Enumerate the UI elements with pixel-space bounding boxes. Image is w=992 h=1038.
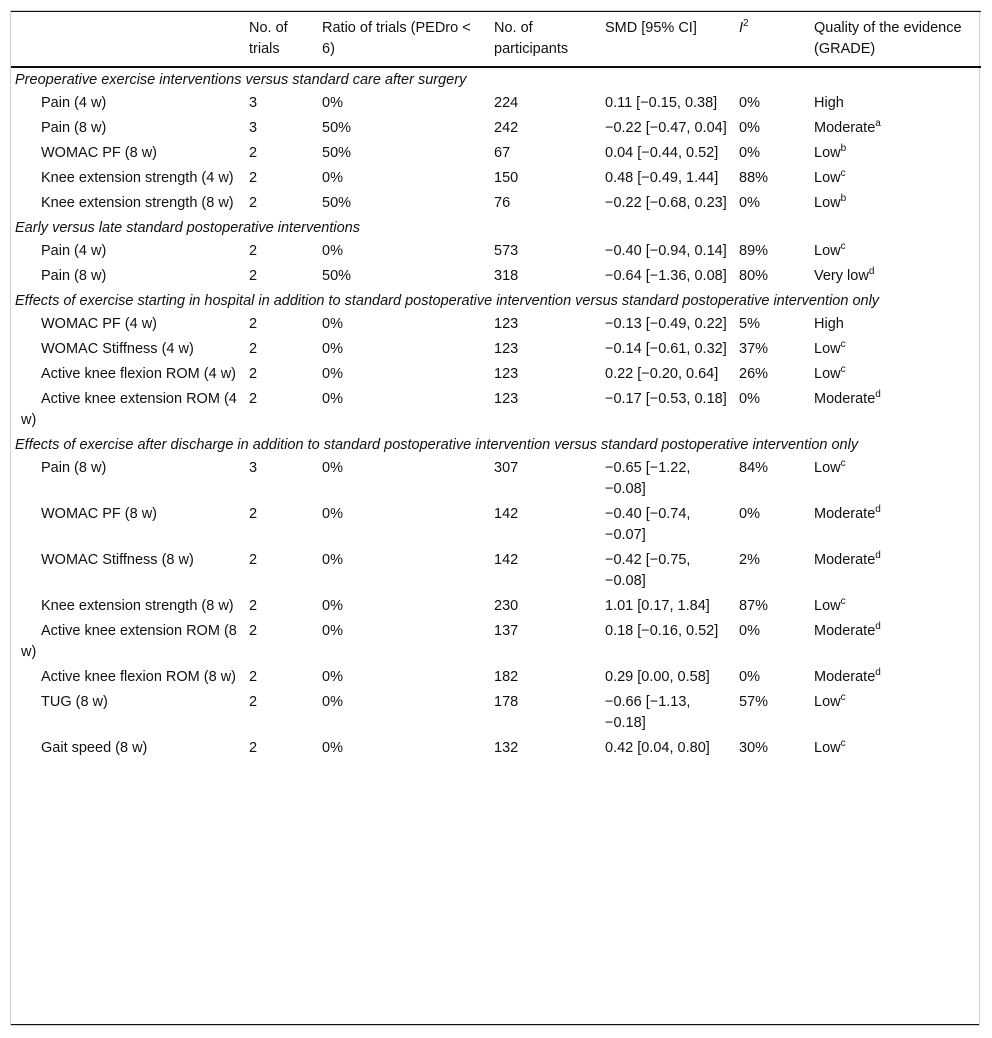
quality-cell [810,619,981,665]
quality-label: Moderate [814,623,876,639]
table-row [11,91,981,116]
quality-cell [810,594,981,619]
section-title: Preoperative exercise interventions versus standard care after surgery [15,72,467,88]
participants-cell: 150 [494,170,519,186]
trials-cell: 2 [249,391,258,407]
trials-cell: 2 [249,341,258,357]
table-row [11,191,981,216]
i2-cell: 26% [739,366,769,382]
outcome-cell: Pain (8 w) [41,268,107,284]
quality-label: Low [814,740,841,756]
outcome-cell: Gait speed (8 w) [41,740,148,756]
quality-label: Moderate [814,552,876,568]
i2-cell: 87% [739,598,769,614]
smd-cell: 0.11 [−0.15, 0.38] [605,95,718,111]
quality-cell [810,690,981,736]
ratio-cell: 0% [322,316,343,332]
footnote-marker: c [840,241,846,253]
table-row [11,239,981,264]
footnote-marker: c [840,168,846,180]
ratio-cell: 0% [322,623,343,639]
smd-cell: −0.66 [−1.13, −0.18] [605,694,691,731]
i2-cell: 0% [739,95,760,111]
header-smd: SMD [95% CI] [601,12,735,68]
quality-label: Low [814,341,841,357]
section-header-row [11,67,981,91]
ratio-cell: 0% [322,366,343,382]
smd-cell: 0.22 [−0.20, 0.64] [605,366,719,382]
table-row [11,502,981,548]
participants-cell: 178 [494,694,519,710]
quality-cell [810,141,981,166]
smd-cell: 0.29 [0.00, 0.58] [605,669,710,685]
trials-cell: 2 [249,694,258,710]
trials-cell: 2 [249,598,258,614]
trials-cell: 2 [249,366,258,382]
quality-label: Low [814,366,841,382]
ratio-cell: 0% [322,170,343,186]
smd-cell: −0.64 [−1.36, 0.08] [605,268,727,284]
smd-cell: −0.14 [−0.61, 0.32] [605,341,727,357]
evidence-table [11,11,981,761]
smd-cell: −0.65 [−1.22, −0.08] [605,460,691,497]
ratio-cell: 0% [322,243,343,259]
table-row [11,312,981,337]
footnote-marker: d [868,266,875,278]
i2-cell: 84% [739,460,769,476]
trials-cell: 2 [249,145,258,161]
header-i2 [735,12,810,68]
participants-cell: 224 [494,95,519,111]
ratio-cell: 50% [322,195,352,211]
smd-cell: 0.48 [−0.49, 1.44] [605,170,719,186]
outcome-cell: WOMAC Stiffness (8 w) [41,552,194,568]
outcome-cell: Active knee extension ROM (4 w) [21,391,237,428]
quality-label: Low [814,694,841,710]
header-outcome [11,12,245,68]
table-row [11,362,981,387]
quality-cell [810,548,981,594]
outcome-cell: Knee extension strength (8 w) [41,195,234,211]
evidence-table-container [10,10,980,1026]
quality-cell [810,502,981,548]
quality-cell [810,337,981,362]
trials-cell: 2 [249,243,258,259]
footnote-marker: c [840,596,846,608]
quality-label: High [814,95,844,111]
table-row [11,548,981,594]
quality-cell [810,239,981,264]
quality-cell [810,91,981,116]
outcome-cell: Active knee flexion ROM (8 w) [41,669,237,685]
smd-cell: −0.22 [−0.47, 0.04] [605,120,727,136]
outcome-cell: WOMAC PF (8 w) [41,506,157,522]
smd-cell: −0.40 [−0.94, 0.14] [605,243,727,259]
participants-cell: 573 [494,243,519,259]
header-i2-superscript: 2 [743,18,749,30]
i2-cell: 2% [739,552,760,568]
quality-label: Very low [814,268,869,284]
quality-label: Low [814,145,841,161]
quality-label: Low [814,243,841,259]
header-i2-letter: I [739,20,744,36]
ratio-cell: 0% [322,598,343,614]
trials-cell: 2 [249,623,258,639]
table-header [11,12,981,68]
table-bottom-rule [11,1024,979,1025]
section-header-row [11,216,981,239]
quality-label: Low [814,460,841,476]
table-row [11,387,981,433]
trials-cell: 2 [249,669,258,685]
trials-cell: 3 [249,120,258,136]
quality-cell [810,456,981,502]
ratio-cell: 0% [322,506,343,522]
participants-cell: 132 [494,740,519,756]
participants-cell: 123 [494,316,519,332]
quality-cell [810,736,981,761]
table-row [11,736,981,761]
i2-cell: 0% [739,623,760,639]
table-row [11,264,981,289]
header-trials: No. of trials [245,12,318,68]
i2-cell: 5% [739,316,760,332]
quality-label: Moderate [814,669,876,685]
header-participants: No. of participants [490,12,601,68]
section-header-row [11,289,981,312]
ratio-cell: 0% [322,740,343,756]
smd-cell: −0.13 [−0.49, 0.22] [605,316,727,332]
quality-label: Moderate [814,506,876,522]
outcome-cell: Pain (4 w) [41,95,107,111]
smd-cell: 0.18 [−0.16, 0.52] [605,623,719,639]
i2-cell: 0% [739,669,760,685]
participants-cell: 123 [494,341,519,357]
footnote-marker: d [875,550,881,562]
outcome-cell: Pain (8 w) [41,460,107,476]
table-row [11,116,981,141]
ratio-cell: 0% [322,391,343,407]
footnote-marker: d [875,667,881,679]
quality-cell [810,362,981,387]
i2-cell: 0% [739,391,760,407]
quality-label: Moderate [814,391,876,407]
i2-cell: 37% [739,341,769,357]
ratio-cell: 50% [322,120,352,136]
outcome-cell: Pain (4 w) [41,243,107,259]
participants-cell: 182 [494,669,519,685]
table-row [11,456,981,502]
table-row [11,619,981,665]
i2-cell: 80% [739,268,769,284]
footnote-marker: c [840,458,846,470]
table-row [11,690,981,736]
footnote-marker: a [875,118,881,130]
participants-cell: 318 [494,268,519,284]
outcome-cell: WOMAC Stiffness (4 w) [41,341,194,357]
i2-cell: 0% [739,145,760,161]
ratio-cell: 0% [322,552,343,568]
trials-cell: 2 [249,195,258,211]
table-row [11,166,981,191]
i2-cell: 57% [739,694,769,710]
smd-cell: −0.42 [−0.75, −0.08] [605,552,691,589]
ratio-cell: 0% [322,460,343,476]
i2-cell: 88% [739,170,769,186]
section-header-row [11,433,981,456]
trials-cell: 2 [249,170,258,186]
ratio-cell: 0% [322,95,343,111]
trials-cell: 3 [249,95,258,111]
ratio-cell: 50% [322,145,352,161]
trials-cell: 2 [249,316,258,332]
quality-cell [810,191,981,216]
ratio-cell: 0% [322,694,343,710]
participants-cell: 142 [494,552,519,568]
outcome-cell: Pain (8 w) [41,120,107,136]
quality-cell [810,116,981,141]
outcome-cell: TUG (8 w) [41,694,108,710]
i2-cell: 0% [739,506,760,522]
participants-cell: 137 [494,623,519,639]
quality-label: High [814,316,844,332]
quality-label: Low [814,170,841,186]
outcome-cell: Knee extension strength (8 w) [41,598,234,614]
outcome-cell: Active knee extension ROM (8 w) [21,623,237,660]
smd-cell: −0.40 [−0.74, −0.07] [605,506,691,543]
outcome-cell: Active knee flexion ROM (4 w) [41,366,237,382]
quality-cell [810,665,981,690]
participants-cell: 242 [494,120,519,136]
smd-cell: 1.01 [0.17, 1.84] [605,598,710,614]
footnote-marker: b [840,143,847,155]
i2-cell: 30% [739,740,769,756]
table-row [11,337,981,362]
trials-cell: 2 [249,740,258,756]
trials-cell: 3 [249,460,258,476]
footnote-marker: c [840,692,846,704]
ratio-cell: 0% [322,341,343,357]
trials-cell: 2 [249,552,258,568]
quality-cell [810,166,981,191]
section-title: Effects of exercise after discharge in addition to standard postoperative intervention versus standard postoperative intervention only [15,437,859,453]
quality-label: Low [814,195,841,211]
trials-cell: 2 [249,506,258,522]
participants-cell: 67 [494,145,511,161]
quality-cell [810,264,981,289]
i2-cell: 89% [739,243,769,259]
footnote-marker: d [875,504,881,516]
smd-cell: −0.17 [−0.53, 0.18] [605,391,727,407]
i2-cell: 0% [739,195,760,211]
outcome-cell: WOMAC PF (8 w) [41,145,157,161]
quality-label: Low [814,598,841,614]
quality-label: Moderate [814,120,876,136]
smd-cell: −0.22 [−0.68, 0.23] [605,195,727,211]
table-row [11,665,981,690]
table-row [11,594,981,619]
participants-cell: 142 [494,506,519,522]
participants-cell: 230 [494,598,519,614]
table-body [11,67,981,761]
smd-cell: 0.42 [0.04, 0.80] [605,740,710,756]
section-title: Early versus late standard postoperative interventions [15,220,360,236]
footnote-marker: c [840,339,846,351]
participants-cell: 123 [494,366,519,382]
quality-cell [810,312,981,337]
header-ratio: Ratio of trials (PEDro < 6) [318,12,490,68]
smd-cell: 0.04 [−0.44, 0.52] [605,145,719,161]
ratio-cell: 50% [322,268,352,284]
participants-cell: 307 [494,460,519,476]
participants-cell: 123 [494,391,519,407]
ratio-cell: 0% [322,669,343,685]
outcome-cell: WOMAC PF (4 w) [41,316,157,332]
footnote-marker: d [875,389,881,401]
footnote-marker: b [840,193,847,205]
quality-cell [810,387,981,433]
i2-cell: 0% [739,120,760,136]
footnote-marker: c [840,364,846,376]
participants-cell: 76 [494,195,511,211]
footnote-marker: d [875,621,881,633]
table-row [11,141,981,166]
header-quality: Quality of the evidence (GRADE) [810,12,981,68]
trials-cell: 2 [249,268,258,284]
footnote-marker: c [840,738,846,750]
outcome-cell: Knee extension strength (4 w) [41,170,234,186]
section-title: Effects of exercise starting in hospital in addition to standard postoperative intervention versus standard postoperative intervention only [15,293,880,309]
